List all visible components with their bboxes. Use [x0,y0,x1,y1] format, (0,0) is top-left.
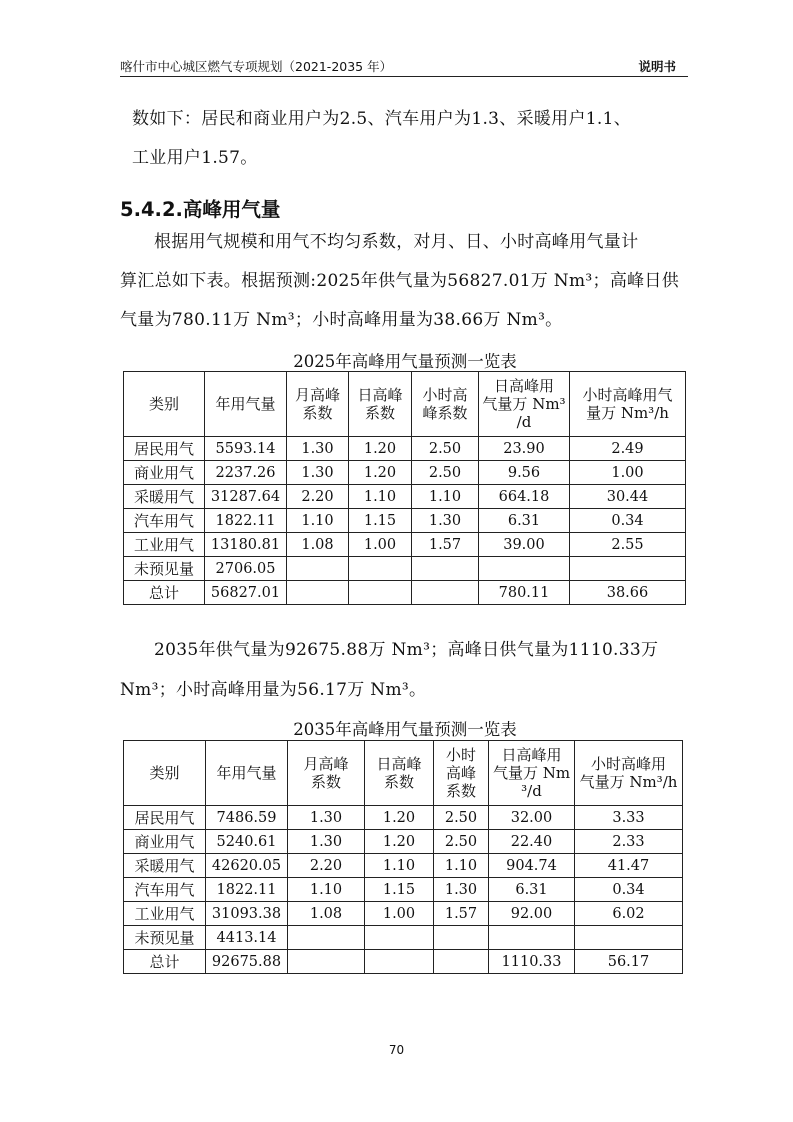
column-header: 小时 高峰 系数 [434,741,489,806]
table-cell: 2706.05 [205,557,287,581]
table-cell [349,557,412,581]
table-cell: 1.57 [434,902,489,926]
row-label-cell: 采暖用气 [124,485,205,509]
row-label-cell: 汽车用气 [124,509,205,533]
document-type-label: 说明书 [638,59,676,74]
table-cell: 1.20 [365,806,434,830]
table-cell: 1.30 [288,830,365,854]
row-label-cell: 未预见量 [124,926,206,950]
peak-gas-table-2035 [123,740,683,974]
table-row [124,557,686,581]
table-cell: 3.33 [575,806,683,830]
table-cell: 1.00 [349,533,412,557]
table-caption-2025: 2025年高峰用气量预测一览表 [293,352,517,371]
table-cell [287,581,349,605]
table-cell: 1.08 [287,533,349,557]
paragraph-line: 根据用气规模和用气不均匀系数，对月、日、小时高峰用气量计 [154,232,639,252]
table-cell: 780.11 [479,581,570,605]
column-header: 月高峰 系数 [287,372,349,437]
paragraph-line: 数如下：居民和商业用户为2.5、汽车用户为1.3、采暖用户1.1、 [132,109,632,129]
table-cell [288,926,365,950]
table-cell: 1.10 [288,878,365,902]
table-cell: 1.00 [365,902,434,926]
column-header: 类别 [124,741,206,806]
paragraph-line: 算汇总如下表。根据预测:2025年供气量为56827.01万 Nm³；高峰日供 [120,271,680,291]
table-row [124,461,686,485]
table-cell: 0.34 [570,509,686,533]
paragraph-line: Nm³；小时高峰用量为56.17万 Nm³。 [120,680,427,700]
table-cell: 4413.14 [206,926,288,950]
table-cell: 2237.26 [205,461,287,485]
table-cell [365,950,434,974]
row-label-cell: 汽车用气 [124,878,206,902]
table-cell: 2.50 [412,461,479,485]
table-row [124,581,686,605]
column-header: 年用气量 [206,741,288,806]
table-cell: 56.17 [575,950,683,974]
table-cell: 1.57 [412,533,479,557]
row-label-cell: 工业用气 [124,902,206,926]
table-cell [489,926,575,950]
table-cell: 6.31 [479,509,570,533]
table-cell: 1110.33 [489,950,575,974]
table-cell: 31093.38 [206,902,288,926]
table-cell [570,557,686,581]
table-cell: 1.30 [288,806,365,830]
peak-gas-table-2025 [123,371,686,605]
paragraph-line: 2035年供气量为92675.88万 Nm³；高峰日供气量为1110.33万 [154,640,659,660]
column-header: 日高峰 系数 [365,741,434,806]
column-header: 小时高峰用 气量万 Nm³/h [575,741,683,806]
page-header [120,54,688,77]
table-cell: 1.15 [365,878,434,902]
table-cell: 1.30 [434,878,489,902]
table-cell: 1.10 [365,854,434,878]
table-cell: 1.00 [570,461,686,485]
table-cell [349,581,412,605]
column-header: 日高峰用 气量万 Nm³ /d [479,372,570,437]
table-cell: 9.56 [479,461,570,485]
row-label-cell: 工业用气 [124,533,205,557]
table-row [124,950,683,974]
table-cell: 1.10 [287,509,349,533]
table-cell [412,581,479,605]
table-cell: 2.55 [570,533,686,557]
table-cell: 23.90 [479,437,570,461]
table-cell: 6.31 [489,878,575,902]
table-cell: 2.50 [434,806,489,830]
table-caption-2035: 2035年高峰用气量预测一览表 [293,720,517,739]
table-cell: 1.30 [412,509,479,533]
table-cell: 38.66 [570,581,686,605]
row-label-cell: 商业用气 [124,461,205,485]
column-header: 月高峰 系数 [288,741,365,806]
column-header: 类别 [124,372,205,437]
row-label-cell: 未预见量 [124,557,205,581]
document-title: 喀什市中心城区燃气专项规划（2021-2035 年） [120,59,393,74]
column-header: 年用气量 [205,372,287,437]
column-header: 日高峰 系数 [349,372,412,437]
table-cell: 0.34 [575,878,683,902]
table-row [124,854,683,878]
table-row [124,926,683,950]
table-cell: 1.10 [349,485,412,509]
table-row [124,902,683,926]
table-cell: 2.20 [287,485,349,509]
table-cell: 1822.11 [206,878,288,902]
table-cell: 1.30 [287,461,349,485]
table-cell: 1.30 [287,437,349,461]
table-cell [412,557,479,581]
table-cell: 2.20 [288,854,365,878]
table-cell [365,926,434,950]
table-row [124,485,686,509]
table-cell: 2.49 [570,437,686,461]
section-title: 5.4.2.高峰用气量 [120,198,281,221]
table-cell: 30.44 [570,485,686,509]
table-cell: 2.33 [575,830,683,854]
table-cell: 92675.88 [206,950,288,974]
table-cell: 32.00 [489,806,575,830]
table-cell: 41.47 [575,854,683,878]
paragraph-line: 工业用户1.57。 [132,148,258,168]
table-cell: 1.20 [365,830,434,854]
page-number: 70 [388,1043,405,1057]
table-cell: 5240.61 [206,830,288,854]
table-cell: 7486.59 [206,806,288,830]
table-cell: 904.74 [489,854,575,878]
table-cell [575,926,683,950]
row-label-cell: 居民用气 [124,437,205,461]
row-label-cell: 总计 [124,581,205,605]
table-cell: 2.50 [412,437,479,461]
table-cell: 1.20 [349,437,412,461]
column-header: 小时高 峰系数 [412,372,479,437]
table-cell [434,926,489,950]
table-cell [434,950,489,974]
table-cell: 1.15 [349,509,412,533]
table-cell: 56827.01 [205,581,287,605]
table-cell: 1.10 [412,485,479,509]
paragraph-line: 气量为780.11万 Nm³；小时高峰用量为38.66万 Nm³。 [120,310,563,330]
table-row [124,806,683,830]
row-label-cell: 总计 [124,950,206,974]
table-cell: 13180.81 [205,533,287,557]
row-label-cell: 商业用气 [124,830,206,854]
table-cell: 664.18 [479,485,570,509]
table-cell [288,950,365,974]
table-row [124,509,686,533]
table-cell [479,557,570,581]
table-cell: 1.10 [434,854,489,878]
table-cell: 31287.64 [205,485,287,509]
table-cell: 1.08 [288,902,365,926]
table-cell: 1.20 [349,461,412,485]
table-cell: 42620.05 [206,854,288,878]
table-cell: 2.50 [434,830,489,854]
table-row [124,437,686,461]
table-cell: 6.02 [575,902,683,926]
table-cell: 5593.14 [205,437,287,461]
table-cell [287,557,349,581]
table-row [124,533,686,557]
column-header: 日高峰用 气量万 Nm ³/d [489,741,575,806]
row-label-cell: 居民用气 [124,806,206,830]
table-cell: 22.40 [489,830,575,854]
table-cell: 92.00 [489,902,575,926]
table-cell: 39.00 [479,533,570,557]
table-cell: 1822.11 [205,509,287,533]
row-label-cell: 采暖用气 [124,854,206,878]
table-row [124,878,683,902]
table-row [124,830,683,854]
column-header: 小时高峰用气 量万 Nm³/h [570,372,686,437]
